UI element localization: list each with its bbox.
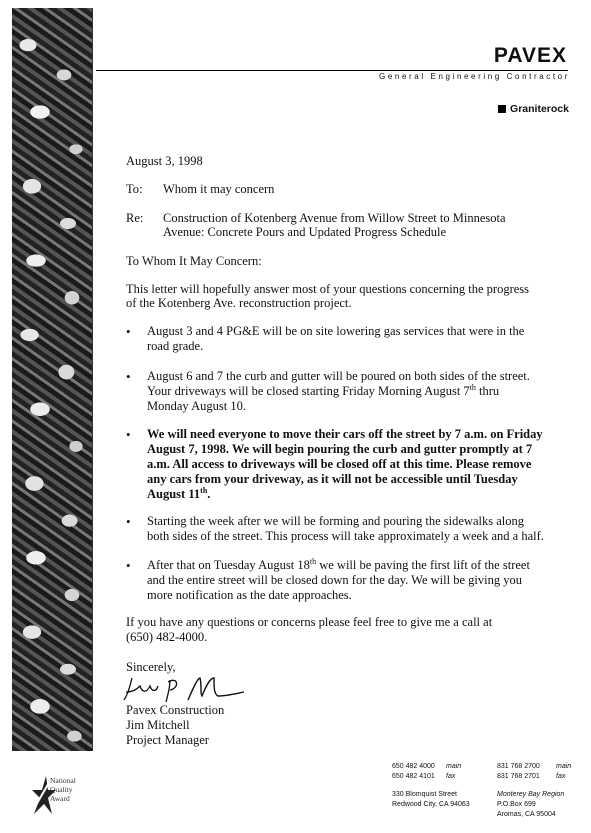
bullet-1-line-1: August 3 and 4 PG&E will be on site lowering gas services that were in the (147, 324, 525, 338)
signer-company: Pavex Construction (126, 703, 225, 717)
re-label: Re: (126, 211, 144, 225)
pavex-logo: PAVEX (493, 44, 567, 67)
to-value: Whom it may concern (163, 182, 275, 196)
phone-fax: 650 482 4101 (392, 773, 435, 780)
bullet-3-line-1: We will need everyone to move their cars off the street by 7 a.m. on Friday (147, 427, 543, 441)
bullet-2-dot: • (126, 369, 131, 384)
closing-line-2: (650) 482-4000. (126, 630, 208, 644)
bullet-2-line-2-text: Your driveways will be closed starting Friday Morning August 7 (147, 384, 470, 398)
re-line-2: Avenue: Concrete Pours and Updated Progress Schedule (163, 225, 447, 239)
letter-date: August 3, 1998 (126, 154, 203, 168)
graniterock-name: Graniterock (510, 103, 569, 115)
bullet-3-line-4: any cars from your driveway, as it will not be accessible until Tuesday (147, 472, 518, 486)
salutation: To Whom It May Concern: (126, 254, 262, 268)
mb-phone-main-label: main (556, 763, 572, 770)
header-rule (96, 70, 568, 71)
to-label: To: (126, 182, 143, 196)
mb-region: Monterey Bay Region (497, 791, 565, 798)
rock-texture-strip (12, 8, 93, 751)
bullet-3-line-2: August 7, 1998. We will begin pouring the curb and gutter promptly at 7 (147, 442, 533, 456)
signoff: Sincerely, (126, 660, 176, 674)
bullet-5-line-1-tail: we will be paving the first lift of the street (316, 558, 530, 572)
mb-address-line-2: Aromas, CA 95004 (497, 811, 556, 818)
handwritten-signature (118, 672, 248, 706)
mb-address-line-1: P.O.Box 699 (497, 801, 536, 808)
phone-main-label: main (446, 763, 462, 770)
bullet-2-superscript: th (469, 382, 476, 392)
award-line-2: Quality (50, 785, 73, 794)
bullet-4-line-2: both sides of the street. This process will take approximately a week and a half. (147, 529, 544, 543)
bullet-2-line-2-tail: thru (475, 384, 500, 398)
bullet-3-line-5-text: August 11 (147, 487, 201, 501)
tagline: General Engineering Contractor (379, 72, 570, 81)
graniterock-mark-icon (498, 105, 506, 113)
phone-main: 650 482 4000 (392, 763, 435, 770)
phone-fax-label: fax (446, 773, 456, 780)
re-line-1: Construction of Kotenberg Avenue from Willow Street to Minnesota (163, 211, 506, 225)
bullet-3-dot: • (126, 427, 131, 442)
bullet-1-dot: • (126, 324, 131, 339)
bullet-4-dot: • (126, 514, 131, 529)
bullet-5-line-1 (147, 558, 530, 573)
bullet-5-dot: • (126, 558, 131, 573)
closing-line-1: If you have any questions or concerns please feel free to give me a call at (126, 615, 493, 629)
graniterock-logo (498, 103, 569, 115)
bullet-2-line-3: Monday August 10. (147, 399, 246, 413)
mb-phone-fax: 831 768 2701 (497, 773, 540, 780)
award-line-1: National (50, 776, 76, 785)
bullet-5-line-3: more notification as the date approaches. (147, 588, 352, 602)
bullet-5-superscript: th (309, 556, 317, 566)
mb-phone-fax-label: fax (556, 773, 566, 780)
intro-line-1: This letter will hopefully answer most of your questions concerning the progress (126, 282, 530, 296)
bullet-2-line-1: August 6 and 7 the curb and gutter will be poured on both sides of the street. (147, 369, 530, 383)
bullet-3-line-5-tail: . (207, 487, 211, 501)
intro-line-2: of the Kotenberg Ave. reconstruction project. (126, 296, 352, 310)
bullet-3-superscript: th (200, 485, 208, 495)
mb-phone-main: 831 768 2700 (497, 763, 540, 770)
address-line-2: Redwood City, CA 94063 (392, 801, 470, 808)
bullet-5-line-1-text: After that on Tuesday August 18 (147, 558, 310, 572)
bullet-2-line-2 (147, 384, 499, 399)
award-line-3: Award (50, 794, 70, 803)
bullet-5-line-2: and the entire street will be closed down for the day. We will be giving you (147, 573, 522, 587)
bullet-1-line-2: road grade. (147, 339, 204, 353)
signer-title: Project Manager (126, 733, 209, 747)
signer-name: Jim Mitchell (126, 718, 190, 732)
bullet-3-line-3: a.m. All access to driveways will be closed off at this time. Please remove (147, 457, 532, 471)
address-line-1: 330 Blomquist Street (392, 791, 457, 798)
bullet-4-line-1: Starting the week after we will be forming and pouring the sidewalks along (147, 514, 524, 528)
award-label (50, 776, 76, 803)
bullet-3-line-5 (147, 487, 210, 502)
